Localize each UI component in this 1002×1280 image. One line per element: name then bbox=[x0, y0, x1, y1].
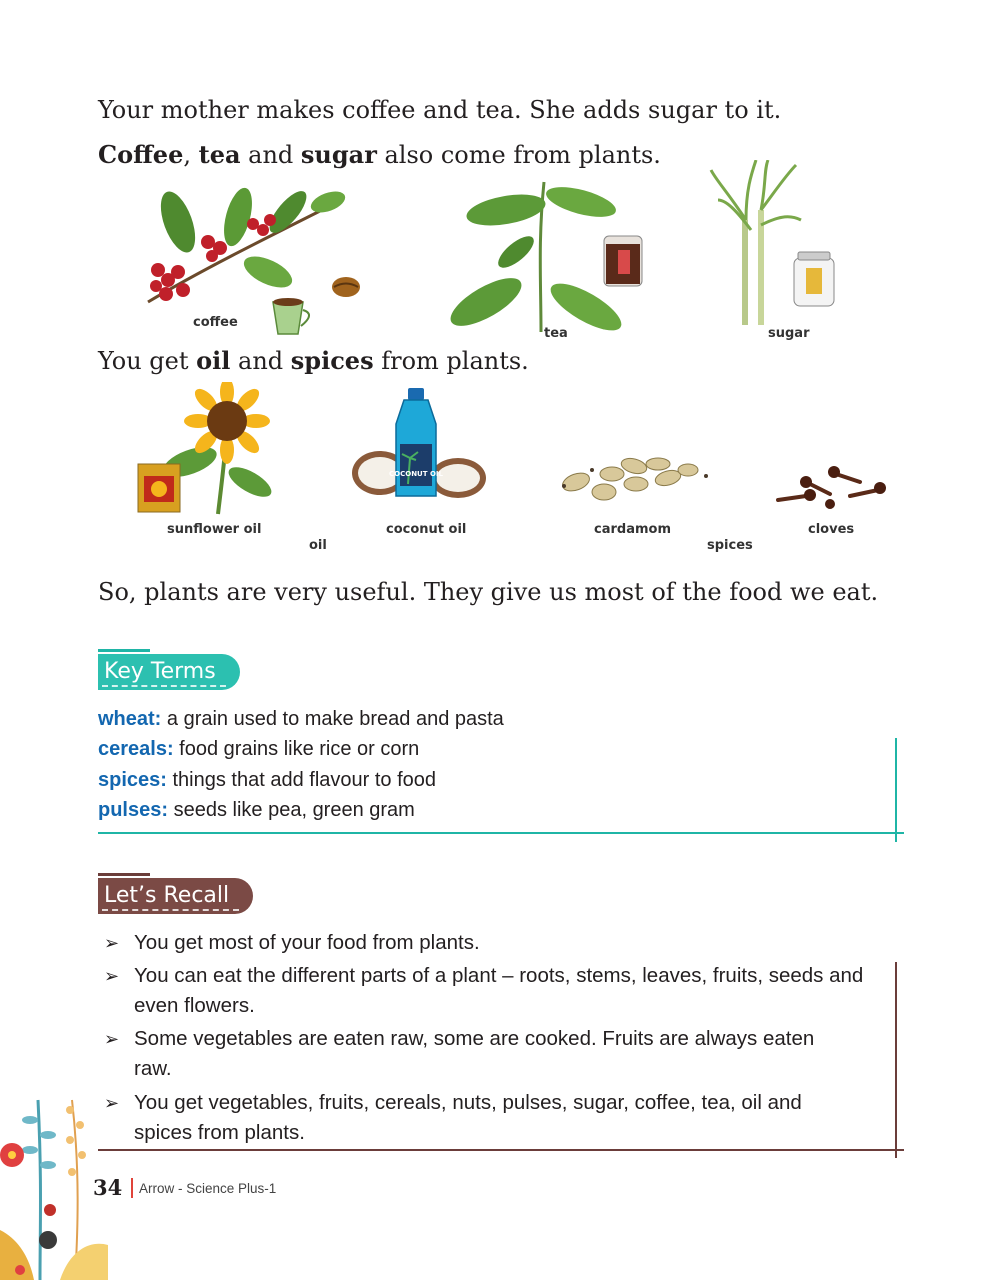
text-and: and bbox=[240, 141, 301, 169]
key-terms-border-right bbox=[895, 738, 897, 842]
recall-item bbox=[104, 961, 894, 1021]
coconut-bottle-label: COCONUT OIL bbox=[389, 470, 443, 478]
label-coffee: coffee bbox=[193, 315, 238, 330]
sunflower-illustration bbox=[130, 382, 280, 517]
key-terms-heading: Key Terms bbox=[98, 654, 240, 690]
arrow-bullet-icon: ➢ bbox=[104, 1029, 120, 1049]
key-term-word: pulses: bbox=[98, 799, 169, 821]
key-term-definition: things that add flavour to food bbox=[166, 769, 437, 791]
key-term-word: cereals: bbox=[98, 738, 174, 760]
key-term-word: spices: bbox=[98, 769, 167, 791]
bold-oil: oil bbox=[196, 346, 231, 375]
sugarcane-illustration bbox=[706, 160, 846, 330]
cloves-illustration bbox=[770, 462, 890, 512]
recall-border-bottom bbox=[98, 1149, 904, 1151]
recall-border-right bbox=[895, 962, 897, 1158]
paragraph-coffee-tea: Your mother makes coffee and tea. She adds sugar to it. bbox=[98, 96, 782, 124]
bold-sugar: sugar bbox=[300, 140, 377, 169]
label-coconut-oil: coconut oil bbox=[386, 522, 467, 537]
arrow-bullet-icon: ➢ bbox=[104, 933, 120, 953]
key-term-definition: seeds like pea, green gram bbox=[168, 799, 415, 821]
arrow-bullet-icon: ➢ bbox=[104, 1093, 120, 1113]
label-group-spices: spices bbox=[707, 538, 753, 553]
recall-heading: Let’s Recall bbox=[98, 878, 253, 914]
book-title: Arrow - Science Plus-1 bbox=[139, 1181, 277, 1196]
key-term-definition: a grain used to make bread and pasta bbox=[161, 708, 504, 730]
recall-item-text: You can eat the different parts of a plant – roots, stems, leaves, fruits, seeds and even flowers. bbox=[134, 964, 864, 1017]
text-and-2: and bbox=[230, 347, 291, 375]
key-term-word: wheat: bbox=[98, 708, 162, 730]
key-terms-border-bottom bbox=[98, 832, 904, 834]
recall-item bbox=[104, 1024, 824, 1084]
label-group-oil: oil bbox=[309, 538, 327, 553]
recall-item-text: Some vegetables are eaten raw, some are cooked. Fruits are always eaten raw. bbox=[134, 1027, 815, 1080]
recall-item bbox=[104, 928, 894, 958]
page-number: 34 bbox=[93, 1175, 123, 1200]
label-tea: tea bbox=[544, 326, 568, 341]
paragraph-plants-useful: So, plants are very useful. They give us most of the food we eat. bbox=[98, 578, 879, 606]
label-cloves: cloves bbox=[808, 522, 855, 537]
bold-spices: spices bbox=[290, 346, 374, 375]
key-term-item bbox=[98, 799, 415, 822]
coconut-oil-illustration bbox=[350, 388, 490, 503]
footer-divider bbox=[131, 1178, 133, 1198]
recall-item-text: You get most of your food from plants. bbox=[134, 931, 480, 954]
recall-item-text: You get vegetables, fruits, cereals, nuts, pulses, sugar, coffee, tea, oil and spices from plants. bbox=[134, 1091, 802, 1144]
text-from-plants: from plants. bbox=[373, 347, 529, 375]
bold-tea: tea bbox=[198, 140, 241, 169]
tea-illustration bbox=[446, 172, 646, 342]
key-term-definition: food grains like rice or corn bbox=[173, 738, 420, 760]
recall-item bbox=[104, 1088, 864, 1148]
text-sep: , bbox=[183, 141, 199, 169]
label-sugar: sugar bbox=[768, 326, 810, 341]
paragraph-come-from-plants bbox=[98, 140, 661, 169]
coffee-illustration bbox=[138, 182, 368, 342]
label-sunflower-oil: sunflower oil bbox=[167, 522, 262, 537]
key-terms-accent-line bbox=[98, 649, 150, 652]
arrow-bullet-icon: ➢ bbox=[104, 966, 120, 986]
text-end: also come from plants. bbox=[376, 141, 661, 169]
key-term-item bbox=[98, 708, 504, 731]
text-you-get: You get bbox=[98, 347, 197, 375]
label-cardamom: cardamom bbox=[594, 522, 671, 537]
cardamom-illustration bbox=[556, 452, 716, 508]
paragraph-oil-spices bbox=[98, 346, 529, 375]
key-term-item bbox=[98, 738, 419, 761]
key-term-item bbox=[98, 769, 436, 792]
recall-accent-line bbox=[98, 873, 150, 876]
bold-coffee: Coffee bbox=[98, 140, 184, 169]
